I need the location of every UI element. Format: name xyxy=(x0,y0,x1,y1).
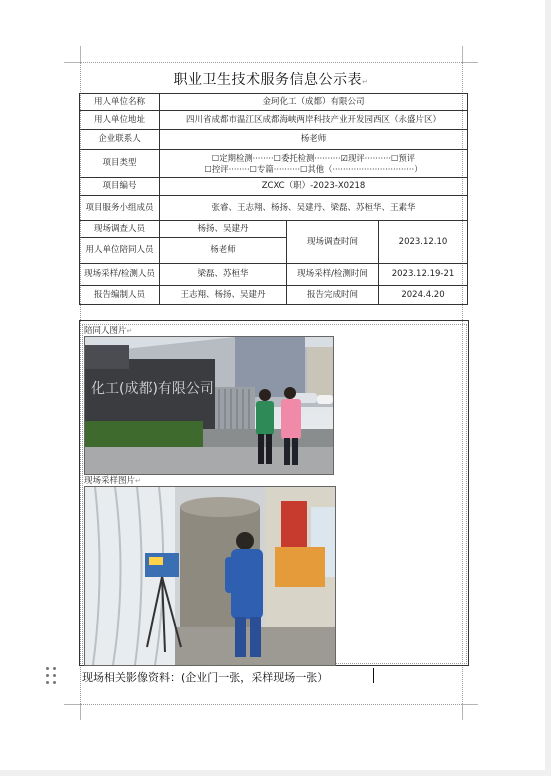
employer-name-value[interactable]: 金珂化工（成都）有限公司 xyxy=(160,94,468,111)
investigation-time-value[interactable]: 2023.12.10 xyxy=(379,221,468,264)
footer-caption[interactable]: 现场相关影像资料：(企业门一张，采样现场一张） xyxy=(82,671,329,684)
drag-handle-icon[interactable] xyxy=(46,667,58,687)
report-staff-value[interactable]: 王志翔、杨扬、吴建丹 xyxy=(160,286,287,305)
info-table xyxy=(79,93,468,305)
report-staff-label[interactable]: 报告编制人员 xyxy=(80,286,160,305)
crop-mark-br-v xyxy=(462,704,463,720)
crop-mark-tr-h xyxy=(462,62,478,63)
contact-value[interactable]: 杨老师 xyxy=(160,130,468,150)
investigators-value[interactable]: 杨扬、吴建丹 xyxy=(160,221,287,238)
sampling-time-value[interactable]: 2023.12.19-21 xyxy=(379,264,468,286)
team-value[interactable]: 张睿、王志翔、杨扬、吴建丹、梁磊、苏桓华、王素华 xyxy=(160,196,468,221)
crop-mark-bl-h xyxy=(64,704,80,705)
photo-caption-accompany[interactable]: 陪同人图片↵ xyxy=(84,326,133,336)
project-type-options[interactable] xyxy=(160,150,468,178)
accompany-label[interactable]: 用人单位陪同人员 xyxy=(80,238,160,264)
project-no-label[interactable]: 项目编号 xyxy=(80,178,160,196)
crop-mark-br-h xyxy=(462,704,478,705)
page-right-gutter xyxy=(545,0,551,776)
investigators-label[interactable]: 现场调查人员 xyxy=(80,221,160,238)
sampling-site-photo[interactable] xyxy=(84,486,336,666)
document-title[interactable]: 职业卫生技术服务信息公示表↵ xyxy=(173,72,369,88)
project-type-label[interactable]: 项目类型 xyxy=(80,150,160,178)
text-boundary-bottom xyxy=(80,704,462,705)
crop-mark-tr-v xyxy=(462,46,463,62)
sampling-staff-label[interactable]: 现场采样/检测人员 xyxy=(80,264,160,286)
employer-address-label[interactable]: 用人单位地址 xyxy=(80,111,160,130)
crop-mark-tl-v xyxy=(80,46,81,62)
company-gate-photo[interactable] xyxy=(84,336,334,475)
project-no-value[interactable]: ZCXC（职）-2023-X0218 xyxy=(160,178,468,196)
team-label[interactable]: 项目服务小组成员 xyxy=(80,196,160,221)
text-cursor xyxy=(373,668,374,683)
crop-mark-bl-v xyxy=(80,704,81,720)
sampling-time-label[interactable]: 现场采样/检测时间 xyxy=(287,264,379,286)
crop-mark-tl-h xyxy=(64,62,80,63)
investigation-time-label[interactable]: 现场调查时间 xyxy=(287,221,379,264)
contact-label[interactable]: 企业联系人 xyxy=(80,130,160,150)
gate-sign-text: 化工(成都)有限公司 xyxy=(91,381,214,397)
photo-caption-sampling[interactable]: 现场采样图片↵ xyxy=(84,476,141,486)
page-bottom-gutter xyxy=(0,770,551,776)
sampling-staff-value[interactable]: 梁磊、苏桓华 xyxy=(160,264,287,286)
text-boundary-top xyxy=(80,62,462,63)
accompany-value[interactable]: 杨老师 xyxy=(160,238,287,264)
employer-name-label[interactable]: 用人单位名称 xyxy=(80,94,160,111)
employer-address-value[interactable]: 四川省成都市温江区成都海峡两岸科技产业开发园西区（永盛片区） xyxy=(160,111,468,130)
report-time-value[interactable]: 2024.4.20 xyxy=(379,286,468,305)
report-time-label[interactable]: 报告完成时间 xyxy=(287,286,379,305)
project-type-line-2[interactable]: ☐控评········☐专篇··········☐其他（·······························） xyxy=(204,163,423,174)
project-type-line-1[interactable]: ☐定期检测········☐委托检测··········☑现评··········☐预评 xyxy=(211,152,416,163)
